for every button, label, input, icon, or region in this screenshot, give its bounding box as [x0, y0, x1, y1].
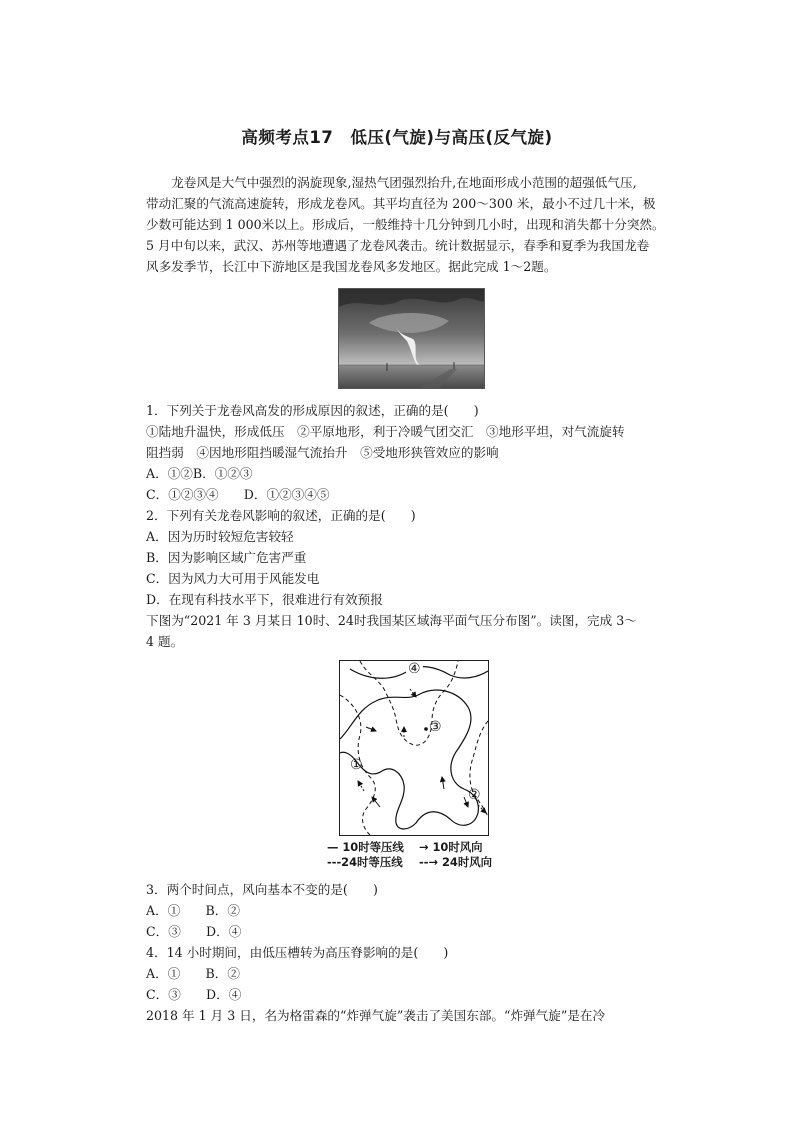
page-title: 高频考点17 低压(气旋)与高压(反气旋) — [241, 128, 553, 147]
option-d: D．在现有科技水平下，很难进行有效预报 — [146, 592, 383, 607]
question-3-options: C．③ D．④ — [146, 924, 242, 939]
intro-line: 5 月中旬以来，武汉、苏州等地遭遇了龙卷风袭击。统计数据显示，春季和夏季为我国龙卷 — [146, 238, 650, 253]
intro-line: 龙卷风是大气中强烈的涡旋现象,湿热气团强烈抬升,在地面形成小范围的超强低气压, — [146, 175, 637, 190]
isobar-map-drawing — [340, 661, 488, 835]
question-4-options: A．① B．② — [146, 966, 240, 981]
next-passage-line: 2018 年 1 月 3 日，名为格雷森的“炸弹气旋”袭击了美国东部。“炸弹气旋”是在冷 — [146, 1008, 606, 1023]
intro-line: 少数可能达到 1 000米以上。形成后，一般维持十几分钟到几小时，出现和消失都十分突然。 — [146, 217, 665, 232]
question-3 — [146, 879, 686, 942]
legend-dashed-wind: --→ 24时风向 — [419, 855, 492, 869]
option-b: B．因为影响区域广危害严重 — [146, 550, 307, 565]
question-4-stem: 4．14 小时期间，由低压槽转为高压脊影响的是( ) — [146, 945, 449, 960]
map-intro-line: 4 题。 — [146, 634, 184, 649]
tornado-photo-image — [339, 289, 484, 388]
option-a: A．因为历时较短危害较轻 — [146, 529, 294, 544]
legend-solid-wind: → 10时风向 — [419, 840, 483, 854]
map-intro-continued — [146, 631, 686, 652]
question-3-stem: 3．两个时间点，风向基本不变的是( ) — [146, 882, 378, 897]
map-label-2: ② — [468, 787, 481, 803]
map-legend — [327, 840, 507, 870]
question-1-items: ①陆地升温快，形成低压 ②平原地形，利于冷暖气团交汇 ③地形平坦，对气流旋转 — [146, 424, 625, 439]
question-4-options: C．③ D．④ — [146, 987, 242, 1002]
tornado-photo — [338, 288, 485, 389]
question-1-options: C．①②③④ D．①②③④⑤ — [146, 487, 330, 502]
map-intro-line: 下图为“2021 年 3 月某日 10时、24时我国某区域海平面气压分布图”。读图，完成 3～ — [146, 613, 637, 628]
question-1-items: 阻挡弱 ④因地形阻挡暖湿气流抬升 ⑤受地形狭管效应的影响 — [146, 445, 499, 460]
question-2-stem: 2．下列有关龙卷风影响的叙述，正确的是( ) — [146, 508, 416, 523]
question-1-options: A．①②B．①②③ — [146, 466, 253, 481]
map-label-4: ④ — [408, 661, 421, 677]
question-4 — [146, 942, 686, 1005]
legend-dashed-isobar: ---24时等压线 — [327, 855, 403, 869]
map-intro — [146, 610, 686, 631]
question-2 — [146, 505, 686, 610]
isobar-map — [339, 660, 489, 836]
map-label-1: ① — [350, 757, 363, 773]
question-3-options: A．① B．② — [146, 903, 240, 918]
question-1-stem: 1．下列关于龙卷风高发的形成原因的叙述，正确的是( ) — [146, 403, 479, 418]
option-c: C．因为风力大可用于风能发电 — [146, 571, 320, 586]
intro-line: 带动汇聚的气流高速旋转，形成龙卷风。其平均直径为 200～300 米，最小不过几十米，极 — [146, 196, 656, 211]
intro-line: 风多发季节，长江中下游地区是我国龙卷风多发地区。据此完成 1～2题。 — [146, 259, 557, 274]
legend-solid-isobar: — 10时等压线 — [327, 840, 404, 854]
map-label-3: ③ — [429, 719, 442, 735]
intro-paragraph — [146, 172, 674, 277]
question-1 — [146, 400, 686, 505]
